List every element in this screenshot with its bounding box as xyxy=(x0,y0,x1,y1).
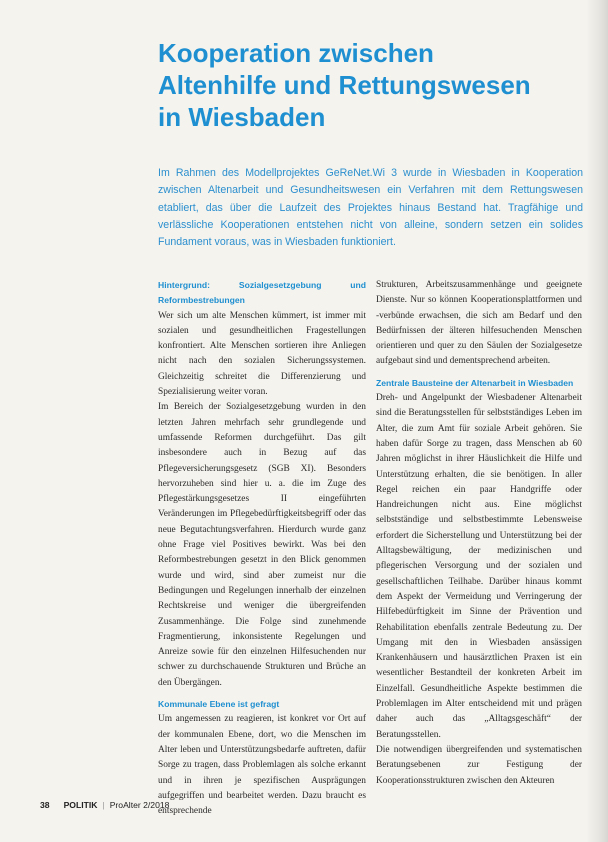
body-paragraph: Um angemessen zu reagieren, ist konkret vor Ort auf der kommunalen Ebene, dort, wo die Menschen im Alter leben und Unterstützungsbedarfe auftreten, dafür Sorge zu tragen, dass Problemlagen als solche erkannt und in ihren je spezifischen Ausprägungen aufgegriffen und bearbeitet werden. Dazu braucht es entsprechende xyxy=(158,714,366,817)
title-line: Altenhilfe und Rettungswesen xyxy=(158,70,531,100)
title-line: Kooperation zwischen xyxy=(158,38,434,68)
body-paragraph: Dreh- und Angelpunkt der Wiesbadener Altenarbeit sind die Beratungsstellen für selbstständiges Leben im Alter, die zum Amt für soziale Arbeit gehören. Sie haben dafür Sorge zu tragen, dass Menschen ab 60 Jahren möglichst in ihrer Häuslichkeit die Hilfe und Unterstützung erhalten, die sie benötigen. In aller Regel reichen ein paar Handgriffe oder Handreichungen nicht aus. Eine möglichst selbstständige und selbstbestimmte Lebensweise erfordert die Sicherstellung und Unterstützung bei der Alltagsbewältigung, der medizinischen und pflegerischen Versorgung und der sozialen und gesellschaftlichen Teilhabe. Darüber hinaus kommt dem Aspekt der Vermeidung und Verringerung der Hilfebedürftigkeit im Sinne der Prävention und Rehabilitation ebenfalls zentrale Bedeutung zu. Der Umgang mit den in Wiesbaden ansässigen Krankenhäusern und hausärztlichen Praxen ist ein wesentlicher Bestandteil der konkreten Arbeit im Einzelfall. Gesundheitliche Aspekte bestimmen die Problemlagen im Alter entscheidend mit und prägen daher auch das „Alltagsgeschäft“ der Beratungsstellen. xyxy=(376,393,582,740)
body-paragraph: Die notwendigen übergreifenden und systematischen Beratungsebenen zur Festigung der Kooperationsstrukturen zwischen den Akteuren xyxy=(376,744,582,786)
body-paragraph: Strukturen, Arbeitszusammenhänge und geeignete Dienste. Nur so können Kooperationsplattformen und -verbünde erwachsen, die sich am Bedarf und den Bedürfnissen der älteren hilfesuchenden Menschen orientieren und quer zu den Säulen der Sozialgesetze aufgebaut sind und dementsprechend arbeiten. xyxy=(376,280,582,367)
body-paragraph: Im Bereich der Sozialgesetzgebung wurden in den letzten Jahren mehrfach sehr grundlegende und umfassende Reformen durchgeführt. Das gilt insbesondere auch in Bezug auf das Pflegeversicherungsgesetz (SGB XI). Besonders hervorzuheben sind hier u. a. die im Zuge des Pflegestärkungsgesetzes II eingeführten Veränderungen im Pflegebedürftigkeitsbegriff oder das neue Begutachtungsverfahren. Hierdurch wurde ganz ohne Frage viel Positives bewirkt. Was bei den Reformbestrebungen gesetzt in den Blick genommen wurde und wird, sind aber zumeist nur die Bedingungen und Regelungen innerhalb der einzelnen Rechtskreise und weniger die übergreifenden Zusammenhänge. Die Folge sind zunehmende Fragmentierung, inkonsistente Regelungen und Anreize sowie für den einzelnen Hilfesuchenden nur schwer zu durchschauende Strukturen und Brüche an den Übergängen. xyxy=(158,402,366,688)
body-paragraph: Wer sich um alte Menschen kümmert, ist immer mit sozialen und gesundheitlichen Fragestellungen konfrontiert. Alte Menschen sortieren ihre Anliegen nicht nach den sozialen Sicherungssystemen. Gleichzeitig schreitet die Differenzierung und Spezialisierung weiter voran. xyxy=(158,310,366,398)
page-number: 38 xyxy=(40,800,50,810)
title-line: in Wiesbaden xyxy=(158,102,326,132)
article-lead: Im Rahmen des Modellprojektes GeReNet.Wi 3 wurde in Wiesbaden in Kooperation zwischen Altenarbeit und Gesundheitswesen ein Verfahren mit dem Rettungswesen etabliert, das über die Laufzeit des Projektes hinaus Bestand hat. Tragfähige und verlässliche Kooperationen entstehen nicht von alleine, sondern setzen ein solides Fundament voraus, was in Wiesbaden funktioniert. xyxy=(158,167,583,249)
page-footer xyxy=(40,800,169,810)
article-title xyxy=(158,37,578,133)
left-column xyxy=(158,278,366,817)
section-heading-municipal: Kommunale Ebene ist gefragt xyxy=(158,699,280,710)
right-column xyxy=(376,278,582,790)
section-heading-core-elements: Zentrale Bausteine der Altenarbeit in Wiesbaden xyxy=(376,377,574,388)
footer-section: POLITIK xyxy=(63,800,98,810)
section-heading-background: Hintergrund: Sozialgesetzgebung und Reformbestrebungen xyxy=(158,280,366,306)
page-edge-shadow xyxy=(586,0,608,842)
footer-magazine: ProAlter 2/2018 xyxy=(109,800,170,810)
footer-separator: | xyxy=(102,800,105,810)
